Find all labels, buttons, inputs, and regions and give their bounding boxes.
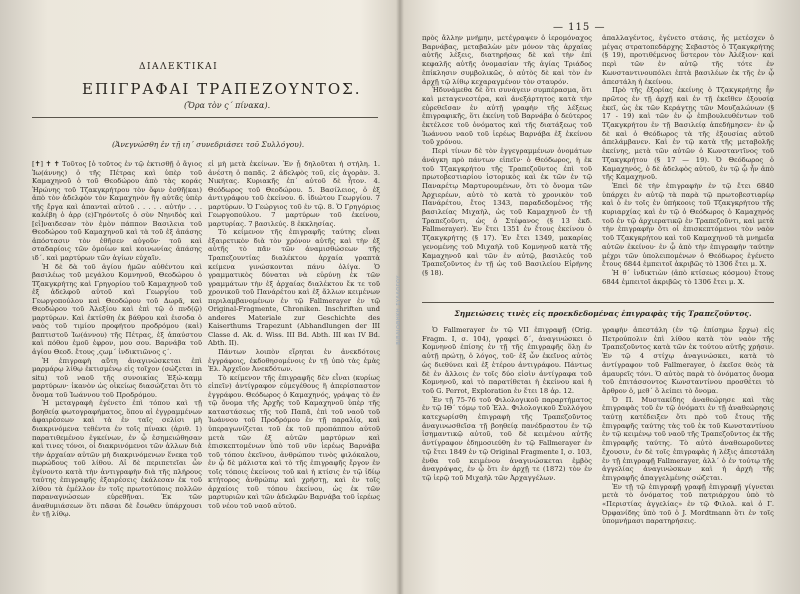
commentary-paragraph: πρὸς ἄλλην μνήμην, μετέγραψεν ὁ ἱερομόναχος Βαρνάβας, μεταβαλὼν μὲν μόνον τὰς ἀρχαίας αὐτῆς λέξεις, διατηρήσας δὲ καὶ τὴν ἐπὶ κεφαλῆς αὐτῆς ὀνομασίαν τῆς ἁγίας Τριάδος ἐπίκλησιν συμβολικῶς, ὁ αὐτὸς δὲ καὶ τὸν ἐν ἀρχῇ τῷ λίθῳ κεχαραγμένον τὸν σταυρόν.	[422, 34, 592, 86]
commentary-paragraph: Ἡ μεταγραφὴ ἐγένετο ἐπὶ τόπου καὶ τῇ βοηθείᾳ φωτογραφήματος, ὅπου αἱ ἐγγραμμένων ἀφαιρέσεων καὶ τὰ ἐν ταῖς σελίσι μὴ διακρινόμενα τεθέντα ἐν τοῖς πίνακι (ἀριθ. 1) παρατιθεμένου ἐγκείνων, ἐν ᾧ ἐσημειώθησαν καὶ τινες τόνοι, οἱ διακρινόμενοι τῶν ἀλλων διὰ τὴν ἀρχαίαν αὐτῶν μὴ διακρινόμενων ἕνεκα τοῦ πωρώδους τοῦ λίθου. Αἱ δὲ περιπετεῖαι ὧν ἐγίνοντο κατὰ τὴν ἀντιγραφὴν διὰ τῆς πλήρους ταύτης ἐπιγραφῆς ἐξαιρέσεις ἐκάλεσαν ἐκ τοῦ λίθου τὰ ἐμέλλον ἐν τοῖς πρωτοτύποις πολλῶν παραναγνώσεων εὑρεθῆναι. Ἐκ τῶν ἀναθυμιάσεων ὅτι πᾶσαι δὲ ἔσωθεν ὑπάρχουσι ἐν τῇ λίθῳ.	[32, 399, 202, 519]
library-watermark: ΒΙΒΛΙΟΘΗΚΗ ΣΥΛΛΟΓΟΥ	[396, 275, 402, 345]
right-column-b-bottom	[602, 326, 774, 526]
left-column-a	[32, 160, 202, 519]
commentary-paragraph: Περὶ τίνων δὲ τὸν ἐγγεγραμμένων ὀνομάτων ἀνάγκη πρὸ πάντων εἰπεῖν· ὁ Θεόδωρος, ἡ ἐκ τοῦ Τζακγκρήτου τῆς Τραπεζοῦντος ἐπὶ τοῦ πρωτοβεστιαρίου ἱστορικὸς καὶ ἐκ τῶν ἐν τῷ Παναρέτῳ Μαρτυρουμένων, ὅτι τὸ ὄνομα τῶν Ἀρχιερέων, αὐτὸ τὸ κατὰ τὸ χρονικὸν τοῦ Πανάρέτου, ἔτος 1343, παραδεδομένος τῆς βασιλείας Μιχαὴλ, ὡς τοῦ Καμαχηνοῦ ἐν τῇ Τραπεζοῦντι, ὡς ὁ Στέφανος (§ 13 ἐκδ. Fallmerayer). Ἐν ἔτει 1351 ἐν ἔτους ἐκείνου ὁ Τζακγκρήτης (§ 17). Ἐν ἔτει 1349, μακαρίας γενομένης τοῦ Μιχαὴλ τοῦ Κομνηνοῦ κατὰ τῆς Καμαχηνοῦ καὶ τῶν ἐν αὐτῷ, βασιλεύς τοῦ Τραπεζοῦντος ἐν τῇ ὡς τοῦ Βασιλείου Εἰρήνης (§ 18).	[422, 147, 592, 277]
commentary-paragraph: Τὸ κείμενον τῆς ἐπιγραφῆς ταύτης εἶναι ἐξαιρετικὸν διὰ τὸν χρόνον αὐτῆς καὶ τὴν ἐξ αὐτῆς τὸ πᾶν τῶν ἀναμισθώσεων τῆς Τραπεζουντίας διαλέκτου ἀρχαία γραπτὰ κείμενα γινώσκονται πάνυ ὀλίγα. Ὁ γραμματικὸς δύναται νὰ εὐρύνῃ ἐκ τῶν γραμμάτων τὴν ἐξ ἀρχαίας διαλέκτου ἔκ τε τοῦ χρονικοῦ τοῦ Πανάρέτου καὶ ἐξ ἄλλων κειμένων περιλαμβανομένων ἐν τῷ Fallmerayer ἐν τῷ Original-Fragmente, Chroniken. Inschriften und anderes Materiale zur Geschichte des Kaiserthums Trapezunt (Abhandlungen der III Classe d. Ak. d. Wiss. III Bd. Abth. III και IV Bd. Abth. II).	[208, 228, 380, 348]
commentary-paragraph: Ἡ ἐπιγραφὴ αὕτη ἀναγινώσκεται ἐπὶ μαρμάρῳ λίθῳ ἐκτισμένῳ εἰς τοῖχον (σώζεται in situ) τοῦ ναοῦ τῆς συνοικίας Ἐξώ-καμμ μαρτύρων· ἱκανὸν ὡς οἰκείως διασώζεται ὅτι τὸ ὄνομα τοῦ Ἰωάννου τοῦ Προδρόμου.	[32, 356, 202, 399]
commentary-paragraph: Ἡ θ΄ ἰνδικτιὼν (ἀπὸ κτίσεως κόσμου) ἔτους 6844 ἐμπειτοῖ ἀκριβῶς τὸ 1306 ἔτει μ. Χ.	[602, 268, 774, 286]
left-page	[14, 0, 394, 594]
commentary-paragraph: Ἐν τῇ 75-76 τοῦ Φιλολογικοῦ παραρτήματος ἐν τῷ ΙΘ΄ τόμῳ τοῦ Ἑλλ. Φιλολογικοῦ Συλλόγου κατεχωρίσθη ἐπιγραφὴ τῆς Τραπεζοῦντος ἀναγινωσθεῖσα τῇ βοηθείᾳ πανέδραστου ἐν τῷ ἰσημαντικῷ αὐτοῦ, τοῦ δὲ κειμένου αὐτῆς ἀντίγραφον ἐδημοσιεύθη ἐν τῷ Fallmerayer ἐν τῷ ἔτει 1849 ἐν τῷ Original Fragmente I, σ. 103, ἐνθα τοῦ κειμένου ἀναγινώσκεται ἐμβὸς ἀναγράψας, ἐν ᾧ ὅτι ἐν ἀρχῇ τε (1872) τὸν ἐν τῷ ἱερῷ τοῦ Μιχαὴλ τῶν Ἀρχαγγέλων.	[422, 395, 592, 482]
right-column-b-top	[602, 34, 774, 286]
commentary-paragraph: Πρὸ τῆς ἐξορίας ἐκείνης ὁ Τζακγκρήτης ἦν πρῶτος ἐν τῇ ἀρχῇ καὶ ἐν τῇ ἐκεῖθεν ἐξουσίᾳ ἐκεῖ, ὡς ἐκ τῶν Κεράγτης τῶν Μουζαλώνων (§ 17 - 19) καὶ τῶν ἐν ᾧ ἐπιβουλευθέντων τοῦ Τζακγκρήτου ἐν τῇ Βασιλείᾳ ἀπεδήμησεν· ἐν ᾧ δὲ καὶ ὁ Θεόδωρος τὰ τῆς ἐξουσίας αὐτοῦ ἀπελάμβανεν. Καὶ ἐν τῷ κατὰ τῆς μεταβολῆς ἐκείνης, μετὰ τῶν αὐτῶν ὁ Κωνσταντῖνος τοῦ Τζακγκρήτου (§ 17 — 19). Ὁ Θεόδωρος ὁ Καμαχηνός, ὁ δὲ ἀδελφὸς αὐτοῦ, ἐν τῷ ᾧ ἦν ἀπὸ τῆς Καμαχηνοῦ.	[602, 86, 774, 182]
notes-paragraph: εἰ μὴ μετὰ ἐκείνων. Ἐν ᾗ δηλοῦται ἡ στήλη. 1. ἀνέστη ὁ παπᾶς. 2 ἀδελφὸς τοῦ, εἰς ἀγορὰν. 3. Νικήτας. Κυριακῆς ἐπ΄ αὐτοῦ δὲ ἦτον. 4. Θεόδωρος τοῦ Θεοδώρου. 5. Βασίλειος, ὁ ἐξ ἀντιγράφου τοῦ ἐκείνου. 6. ἰδιώτου Γεωργίου. 7 μαρτύρων. Ὁ Γεώργιος τοῦ ἐν τῷ. 8. Ὁ Γρηγόριος Γεωργοπούλου. 7 μαρτύρων τοῦ ἐκείνου, μαρτυρίας. 7 βασιλεύς. 8 ἐκκλησίας.	[208, 160, 380, 228]
plate-reference: (Ὅρα τὸν ς΄ πίνακα).	[184, 101, 271, 110]
commentary-paragraph: Ὁ Fallmerayer ἐν τῷ VII ἐπιγραφῇ (Orig. Fragm. I, σ. 104), γραφεὶ δ΄, ἀναγινώσκει ὁ Κομνηνοῦ ἐπίσης ἐν τῇ τῆς ἐπιγραφῆς ὅλῃ ἐν αὐτῇ πρώτῃ, ὁ λόγος, τοῦ· ἐξ ὧν ἐκεῖνος αὐτὸς ὡς διεθύνει καὶ ἐξ ἑτέρου ἀντιγράφου. Πάντως δὲ ἐν ἄλλοις ἐν τοῖς δύο εἰσὶν ἀντίγραφα τοῦ Κομνηνοῦ, καὶ τὸ παρατίθεται ἡ ἐκείνου καὶ ἡ τοῦ G. Perrot, Exploration ἐν ἔτει 18 ἀρ. 12.	[422, 326, 592, 395]
commentary-paragraph: Ὁ Π. Μυστακίδης ἀναθεώρησε καὶ τὰς ἐπιγραφὰς τοῦ ἐν τῷ ὀνόματι ἐν τῇ ἀναθεώρησις ταύτῃ κατέδειξεν ὅτι πρὸ τοῦ ἔτους τῆς ἐπιγραφῆς ταύτης τὰς τοῦ ἐκ τοῦ Κωνσταντίνου ἐν τῷ κειμένῳ τοῦ ναοῦ τῆς Τραπεζοῦντος ἐκ τῆς ἐπιγραφῆς ταύτης. Τὸ αὐτὸ ἀναθεωροῦντες ἔχουσιν, ἐν δὲ τοῖς ἐπιγραφὰς ἡ λέξις ἀπεστάλη ἐν τῇ ἐπιγραφῇ Fallmerayer, ἀλλ΄ ὁ ἐν τούτῳ τῆς ἀγγελίας ἀναγινώσκων καὶ ἡ ἀρχὴ τῆς ἐπιγραφῆς ἀπαγγελμένης σώζεται.	[602, 395, 774, 482]
commentary-paragraph: Πάντων λοιπὸν εἴρηται ἐν ἀνεκδότοις ἐγγράφοις, ἐκδοθησομένοις ἐν τῇ ὑπὸ τὰς ἐμὰς Ἐλ. Ἀρχεῖον Ἀνεκδότων.	[208, 348, 380, 374]
reading-note: (Ἀνεγνώσθη ἐν τῇ ιη΄ συνεδριάσει τοῦ Συλλόγου).	[112, 140, 305, 149]
commentary-paragraph: Τὸ κείμενον τῆς ἐπιγραφῆς δὲν εἶναι (κυρίως εἰπεῖν) ἀντίγραφον εὐμεγέθους ἢ ἀπερίσπαστον ἐγγράφου. Θεόδωρος ὁ Καμαχηνός, γράψας τὸ ἐν τῷ ὄνομα τῆς Ἀρχῆς τοῦ Καμαχηνοῦ ὑπὲρ τῆς καταστάσεως τῆς τοῦ Παπᾶ, ἐπὶ τοῦ ναοῦ τοῦ Ἰωάννου τοῦ Προδρόμου ἐν τῇ παραλίᾳ, καὶ ὑπεραγωνίζεται τοῦ ἐκ τοῦ προπάππου αὐτοῦ μετὰ τῶν ἐξ αὐτῶν μαρτύρων καὶ ἐπισκεπτομένων ὑπὸ τοῦ νῦν ἱερέως Βαρνάβα τοῦ τόπου ἐκεῖνου, ἀνθρώπου τινὸς φιλόκαλου, ἐν ᾧ δὲ μάλιστα καὶ τὸ τῆς ἐπιγραφῆς ἔργον ἐν τοῖς τόποις ἐκείνοις τοῦ καὶ ἡ κτίσις ἐν τῷ ἰδίῳ κτήτορος ἀνθρώπῳ καὶ χρήστῃ, καὶ ἐν τοῖς ἀρχαίοις τοῦ τόπου ἐκείνου, ὡς ἐκ τῶν μαρτυριῶν καὶ τῶν ἀδελφῶν Βαρνάβα τοῦ ἱερέως τοῦ νέου τοῦ ναοῦ αὐτοῦ.	[208, 373, 380, 510]
right-column-a-bottom	[422, 326, 592, 483]
commentary-paragraph: ἀπαλλαγέντος, ἐγένετο στάσις, ἧς μετέσχεν ὁ μέγας στρατοπεδάρχης Σεβαστὸς ὁ Τζακγκρήτης (§ 19), προτιθέμενος ὕστερον τὸν Ἀλέξιον· καὶ περὶ τῶν ἐν αὐτῷ τῆς τότε ἐν Κωνσταντινουπόλει ἑπτὰ βασιλέων ἐκ τῆς ἐν ᾧ ἀπεστάλη ἡ ἐκείνου.	[602, 34, 774, 86]
commentary-paragraph: Ἐπεὶ δὲ τὴν ἐπιγραφὴν ἐν τῷ ἔτει 6840 ὑπάρχει ἐν αὐτῷ τὰ παρὰ τῷ πρωτοβεστιαρίῳ καὶ ὁ ἐν τοῖς ἐν ὑπήκοοις τοῦ Τζακγκρήτου τῆς κυριαρχίας καὶ ἐν τῷ ὁ Θεόδωρος ὁ Καμαχηνός τοῦ ἐν τῷ ἀρχιερατικῷ ἐν Τραπεζοῦντι, καὶ μετὰ τὴν ἐπιγραφὴν ὅτι οἱ ἐπισκεπτόμενοι τὸν ναὸν τοῦ Τζακγκρήτου καὶ τοῦ Καμαχηνοῦ τὰ μνημεῖα αὐτῶν ἐκείνου· ἐν ᾧ ἀπὸ τὴν ἐπιγραφὴν ταύτην μέχρι τῶν ὑπολειπομένων ὁ Θεόδωρος ἐγένετο ἔτους 6844 ἐμπειτοῖ ἀκριβῶς τὸ 1306 ἔτει μ. Χ.	[602, 181, 774, 269]
section-rule	[422, 302, 774, 303]
right-column-a-top	[422, 34, 592, 278]
page-number: — 115 —	[553, 22, 606, 33]
running-head: ΔΙΑΛΕΚΤΙΚΑΙ	[139, 62, 219, 72]
right-page	[408, 0, 788, 594]
title-rule	[32, 117, 378, 118]
page-title: ΕΠΙΓΡΑΦΑΙ ΤΡΑΠΕΖΟΥΝΤΟΣ.	[82, 80, 362, 98]
commentary-paragraph: γραφὴν ἀπεστάλη (ἐν τῷ ἐπίσημω ἔρχω) εἰς Πετρούπολιν ἐπὶ λίθου κατὰ τὸν ναὸν τῆς Τραπεζοῦντος κατὰ τῶν ἐκ τούτου αὐτῆς χρήσιν. Ἐν τῷ 4 στίχῳ ἀναγινώσκει, κατὰ τὸ ἀντίγραφον τοῦ Fallmerayer, ὁ ἐκεῖσε θεὸς τὰ ἀμαυρεῖς τόνι. Ὁ αὐτὸς παρὰ τὸ ὀνόματος ὄνομα τοῦ ἐπιτάσσοντος Κωνσταντίνου προσθέτει τὸ ἄρθρον ὁ, μεθ΄ ὃ λείπει τὸ ὄνομα.	[602, 326, 774, 395]
inscription-text: [✝] ✝ ✝ Τοῦτος [ὁ τοῦτος ἐν τῷ ἐκτισθῇ ὁ ἅγιος Ἰω(άννης) ὁ τῆς Πέτρας καὶ ὑπὲρ τοῦ Καμαχηνοῦ ὁ τοῦ Θεοδώρου ἀπὸ τὰς κοράς Ἠρώνης τοῦ Τζακγκρήτρου τὸν ὄφιν ἐσθῆ(και) ἀπὸ τὸν ἀδελφὸν τὸν Καμαχηνὸν ἤγ αὐτᾶς ὑπὲρ τῆς ἔργα καὶ ἀπανταὶ αὐτοῦ . . . . . αὐτήν . . . καλέβη ὁ ἀρρ (ε)Γηρόντοῖς ὁ σὺν Νηνιδὸς καὶ [εἰ]ναιδεσαν τὸν ἐμὸν πάππον Βασιλεια τοῦ Θεοδώρου τοῦ Καμαχηνοῦ καὶ τὰ τοῦ ἐξ ἀπάσης ἀπόστασιν τὸν ἐθῆσεν αὐγοῦν· τοῦ καὶ σταδαρίοις τῶν ὁμοίων καὶ κοινωνίας ἀπάσης ιδ΄. καὶ μαρτύρων τῶν ἁγίων εὐχαῖν.	[32, 160, 202, 263]
commentary-paragraph: Ἐν τῇ τῷ ἐπιγραφῇ γραφῇ ἐπιγραφῇ γίγνεται μετὰ τὸ ὀνόματος τοῦ πατριάρχου ὑπὸ τὸ «Περιστίας ἀγγελίας» ἐν τῷ Φιλολ. καὶ ὁ Γ. Ὀρφανίδης ὑπὸ τοῦ ὁ J. Mordtmann ὅτι ἐν τοῖς ὑπομνήμασι παρατηρήσεις.	[602, 482, 774, 526]
inscription-text-continued: Ἡ δὲ δὰ τοῦ ἁγίου ἡμῶν αὐθέντου καὶ βασιλέως τοῦ μεγάλου Κομνηνοῦ, Θεοδώρου ὁ Τζακγκρήτης καὶ Γρηγορίου τοῦ Καμαχηνοῦ τοῦ ἐξ ἀδελφοῦ αὐτοῦ καὶ Γεωργίου τοῦ Γεωργοπούλου καὶ Θεοδώρου τοῦ Δωρᾶ, καὶ Θεοδώρου τοῦ Ἀλεξίου καὶ ἐπὶ τῷ ὁ πνδ(ῷ) μαρτύρων. Καὶ ἐκτίσθη ἐκ βάθρου καὶ ἐισοδα ὁ ναὸς τοῦ τιμίου προφήτου προδρόμου (καὶ) βαπτιστοῦ Ἰω(άννου) τῆς Πέτρας, ἐξ ἀπαύστου καὶ πόθου ἐμοῦ ἐφρον, μου σου. Βαρνάβα τοῦ ἁγίου Θεοδ. ἔτους ,ϛωμ΄ ἰνδικτιῶνος ϛ΄.	[32, 262, 202, 357]
section-heading: Σημειώσεις τινὲς εἰς προεκδεδομένας ἐπιγραφὰς τῆς Τραπεζοῦντος.	[454, 309, 752, 318]
commentary-paragraph: Ἠδυνάμεθα δὲ ὅτι συνάγειν συμπέρασμα, ὅτι καὶ μεταγενεστέρα, καὶ ἀνεξάρτητος κατὰ τὴν εὑρεθεῖσαν ἐν αὐτῇ γραφὴν τῆς λέξεως ἐπιγραφικῆς, ὅτι ἐκείνη τοῦ Βαρνάβα ὁ δεύτερος ἐκτέλεσε τοῦ ὀνόματος καὶ τῆς διατάξεως τοῦ Ἰωάννου ναοῦ τοῦ ἱερέως Βαρνάβα ἐξ ἐκείνου τοῦ χρόνου.	[422, 86, 592, 147]
